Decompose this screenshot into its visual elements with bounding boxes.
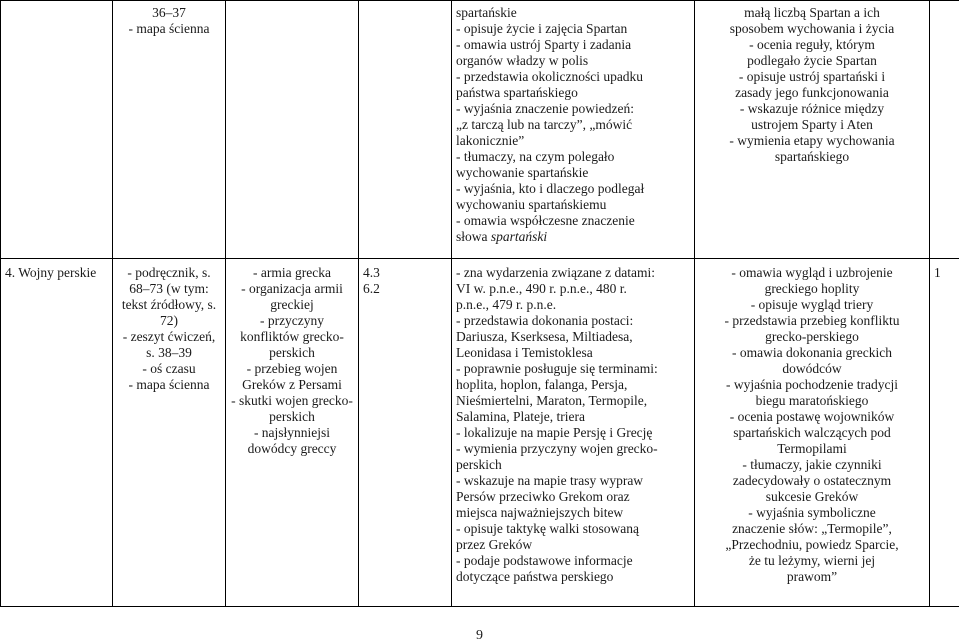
hours-cell xyxy=(930,1,959,259)
basic-req-line: słowa spartański xyxy=(456,229,548,244)
basic-req-line: - zna wydarzenia związane z datami: xyxy=(456,265,656,280)
basic-requirements-cell xyxy=(452,259,695,607)
content-item: - przyczyny konfliktów grecko-perskich xyxy=(240,313,344,360)
basic-req-line: Leonidasa i Temistoklesa xyxy=(456,345,593,360)
section-title: 4. Wojny perskie xyxy=(5,265,97,280)
basic-req-line: wychowanie spartańskie xyxy=(456,165,589,180)
extended-req-line: - tłumaczy, jakie czynniki xyxy=(742,457,882,472)
basic-req-line: państwa spartańskiego xyxy=(456,85,578,100)
content-item: - skutki wojen grecko-perskich xyxy=(231,393,353,424)
extended-req-line: spartańskiego xyxy=(774,149,850,164)
basic-req-line: perskich xyxy=(456,457,502,472)
basic-req-line: - podaje podstawowe informacje xyxy=(456,553,633,568)
materials-cell xyxy=(113,259,226,607)
extended-req-line: - omawia dokonania greckich xyxy=(731,345,893,360)
materials-item: - podręcznik, s. 68–73 (w tym: tekst źródłowy, s. 72) xyxy=(121,265,217,328)
extended-req-line: sukcesie Greków xyxy=(765,489,859,504)
basic-req-line: - omawia ustrój Sparty i zadania xyxy=(456,37,632,52)
basic-req-line: - opisuje taktykę walki stosowaną xyxy=(456,521,639,536)
basic-req-line: Nieśmiertelni, Maraton, Termopile, xyxy=(456,393,648,408)
extended-req-line: zasady jego funkcjonowania xyxy=(735,85,889,100)
extended-req-line: - ocenia reguły, którym xyxy=(749,37,875,52)
basic-requirements-cell xyxy=(452,1,695,259)
basic-req-line: - wyjaśnia, kto i dlaczego podlegał xyxy=(456,181,645,196)
extended-req-line: dowódców xyxy=(782,361,842,376)
extended-req-line: - przedstawia przebieg konfliktu xyxy=(724,313,900,328)
basic-req-line: wychowaniu spartańskiemu xyxy=(456,197,607,212)
materials-item: - zeszyt ćwiczeń, s. 38–39 xyxy=(122,329,216,360)
basic-req-line: organów władzy w polis xyxy=(456,53,589,68)
materials-item: - mapa ścienna xyxy=(128,377,210,392)
hours-value: 1 xyxy=(934,265,941,280)
extended-req-line: że tu leżymy, wierni jej xyxy=(748,553,876,568)
extended-req-line: małą liczbą Spartan a ich xyxy=(744,5,880,20)
hours-cell xyxy=(930,259,959,607)
basic-req-line: - opisuje życie i zajęcia Spartan xyxy=(456,21,628,36)
basic-req-line: - omawia współczesne znaczenie xyxy=(456,213,635,228)
section-cell xyxy=(1,259,113,607)
basic-req-line: - wskazuje na mapie trasy wypraw xyxy=(456,473,644,488)
content-item: - organizacja armii greckiej xyxy=(241,281,343,312)
content-cell xyxy=(226,1,359,259)
extended-req-line: biegu maratońskiego xyxy=(755,393,869,408)
content-cell xyxy=(226,259,359,607)
basic-req-line: - tłumaczy, na czym polegało xyxy=(456,149,615,164)
lesson-count-cell xyxy=(359,1,452,259)
section-cell xyxy=(1,1,113,259)
materials-cell xyxy=(113,1,226,259)
extended-req-line: zadecydowały o ostatecznym xyxy=(732,473,892,488)
extended-req-line: „Przechodniu, powiedz Sparcie, xyxy=(725,537,899,552)
lesson-count: 4.3 6.2 xyxy=(363,265,380,296)
extended-req-line: - wymienia etapy wychowania xyxy=(729,133,895,148)
emphasized-word: spartański xyxy=(490,229,548,244)
extended-req-line: - wyjaśnia symboliczne xyxy=(748,505,876,520)
basic-req-line: - poprawnie posługuje się terminami: xyxy=(456,361,658,376)
extended-req-line: greckiego hoplity xyxy=(764,281,860,296)
basic-req-line: spartańskie xyxy=(456,5,517,20)
basic-req-line: Dariusza, Kserksesa, Miltiadesa, xyxy=(456,329,633,344)
basic-req-line: VI w. p.n.e., 490 r. p.n.e., 480 r. xyxy=(456,281,627,296)
basic-req-line: miejsca najważniejszych bitew xyxy=(456,505,624,520)
page-number: 9 xyxy=(476,628,483,643)
basic-req-line: p.n.e., 479 r. p.n.e. xyxy=(456,297,557,312)
extended-req-line: ustrojem Sparty i Aten xyxy=(751,117,873,132)
extended-req-line: - ocenia postawę wojowników xyxy=(729,409,895,424)
extended-req-line: - omawia wygląd i uzbrojenie xyxy=(731,265,893,280)
materials-item: - mapa ścienna xyxy=(128,21,210,36)
basic-req-line: dotyczące państwa perskiego xyxy=(456,569,614,584)
basic-req-line: przez Greków xyxy=(456,537,533,552)
basic-req-line: lakonicznie” xyxy=(456,133,525,148)
extended-requirements-cell xyxy=(695,259,930,607)
basic-req-line: hoplita, hoplon, falanga, Persja, xyxy=(456,377,628,392)
materials-item: 36–37 xyxy=(152,5,186,20)
lesson-count-cell xyxy=(359,259,452,607)
extended-req-line: - opisuje ustrój spartański i xyxy=(738,69,886,84)
basic-req-line: - wymienia przyczyny wojen grecko- xyxy=(456,441,658,456)
extended-requirements-cell xyxy=(695,1,930,259)
content-item: - przebieg wojen Greków z Persami xyxy=(242,361,342,392)
extended-req-line: podlegało życie Spartan xyxy=(747,53,877,68)
extended-req-line: spartańskich walczących pod xyxy=(733,425,891,440)
extended-req-line: - wskazuje różnice między xyxy=(739,101,885,116)
basic-req-line: - wyjaśnia znaczenie powiedzeń: xyxy=(456,101,635,116)
extended-req-line: prawom” xyxy=(786,569,838,584)
content-item: - armia grecka xyxy=(253,265,331,280)
basic-req-line: - lokalizuje na mapie Persję i Grecję xyxy=(456,425,653,440)
basic-req-line: Salamina, Plateje, triera xyxy=(456,409,585,424)
extended-req-line: - opisuje wygląd triery xyxy=(750,297,874,312)
table-row xyxy=(1,259,959,607)
extended-req-line: - wyjaśnia pochodzenie tradycji xyxy=(725,377,899,392)
table-row xyxy=(1,1,959,259)
materials-item: - oś czasu xyxy=(142,361,196,376)
extended-req-line: znaczenie słów: „Termopile”, xyxy=(732,521,892,536)
basic-req-line: - przedstawia okoliczności upadku xyxy=(456,69,644,84)
basic-req-line: „z tarczą lub na tarczy”, „mówić xyxy=(456,117,633,132)
content-item: - najsłynniejsi dowódcy greccy xyxy=(247,425,337,456)
extended-req-line: Termopilami xyxy=(777,441,847,456)
basic-req-line: Persów przeciwko Grekom oraz xyxy=(456,489,630,504)
extended-req-line: sposobem wychowania i życia xyxy=(729,21,895,36)
extended-req-line: grecko-perskiego xyxy=(765,329,859,344)
basic-req-line: - przedstawia dokonania postaci: xyxy=(456,313,634,328)
